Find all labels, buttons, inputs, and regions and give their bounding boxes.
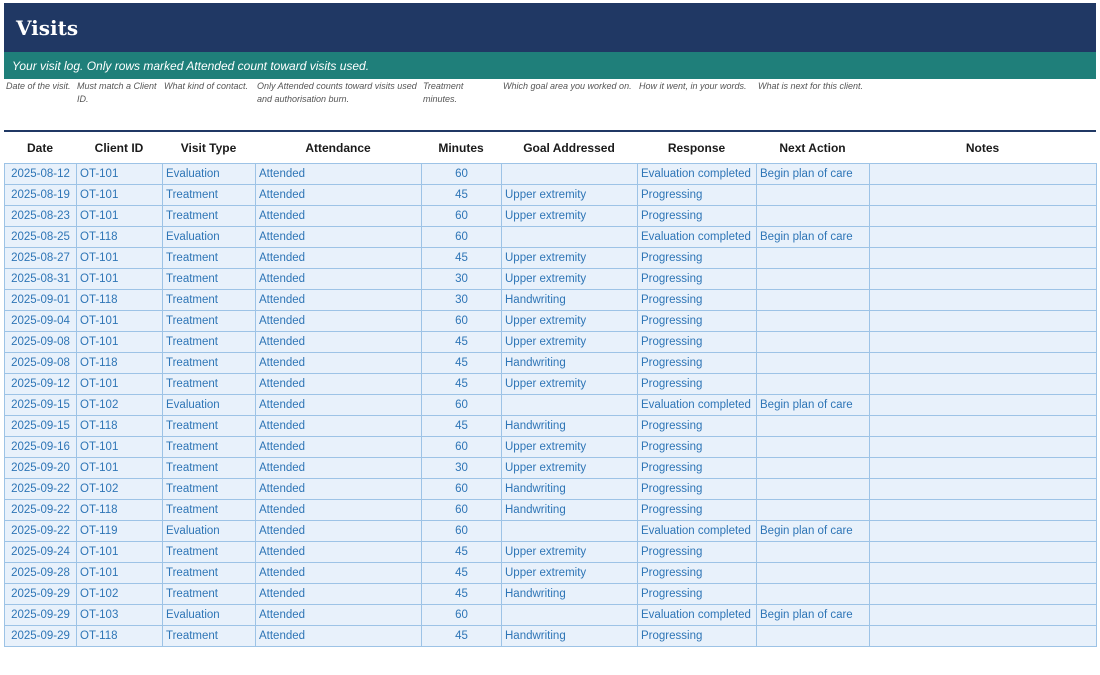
goal-cell[interactable]: Upper extremity xyxy=(502,332,638,353)
client-id-cell[interactable]: OT-101 xyxy=(77,458,163,479)
client-id-cell[interactable]: OT-101 xyxy=(77,248,163,269)
response-cell[interactable]: Progressing xyxy=(638,374,757,395)
minutes-cell[interactable]: 30 xyxy=(422,458,502,479)
notes-cell[interactable] xyxy=(870,248,1097,269)
response-cell[interactable]: Evaluation completed xyxy=(638,605,757,626)
notes-cell[interactable] xyxy=(870,332,1097,353)
response-cell[interactable]: Progressing xyxy=(638,584,757,605)
date-cell[interactable]: 2025-08-27 xyxy=(5,248,77,269)
minutes-cell[interactable]: 60 xyxy=(422,437,502,458)
visit-type-cell[interactable]: Treatment xyxy=(163,584,256,605)
client-id-cell[interactable]: OT-101 xyxy=(77,332,163,353)
table-row xyxy=(5,269,1097,290)
response-cell[interactable]: Progressing xyxy=(638,311,757,332)
attendance-cell[interactable]: Attended xyxy=(256,248,422,269)
goal-cell[interactable]: Upper extremity xyxy=(502,185,638,206)
table-row xyxy=(5,332,1097,353)
client-id-cell[interactable]: OT-118 xyxy=(77,290,163,311)
visit-type-cell[interactable]: Treatment xyxy=(163,248,256,269)
minutes-cell[interactable]: 45 xyxy=(422,374,502,395)
response-cell[interactable]: Progressing xyxy=(638,185,757,206)
minutes-cell[interactable]: 60 xyxy=(422,521,502,542)
notes-cell[interactable] xyxy=(870,563,1097,584)
table-row xyxy=(5,185,1097,206)
attendance-cell[interactable]: Attended xyxy=(256,227,422,248)
notes-cell[interactable] xyxy=(870,185,1097,206)
goal-cell[interactable]: Handwriting xyxy=(502,479,638,500)
table-row xyxy=(5,206,1097,227)
notes-cell[interactable] xyxy=(870,416,1097,437)
client-id-cell[interactable]: OT-101 xyxy=(77,311,163,332)
visit-type-cell[interactable]: Treatment xyxy=(163,437,256,458)
client-id-cell[interactable]: OT-118 xyxy=(77,227,163,248)
next-action-cell[interactable] xyxy=(757,437,870,458)
date-cell[interactable]: 2025-09-20 xyxy=(5,458,77,479)
table-row xyxy=(5,584,1097,605)
response-cell[interactable]: Progressing xyxy=(638,542,757,563)
attendance-cell[interactable]: Attended xyxy=(256,353,422,374)
next-action-cell[interactable] xyxy=(757,416,870,437)
column-header-visit-type[interactable]: Visit Type xyxy=(180,141,237,155)
date-cell[interactable]: 2025-08-19 xyxy=(5,185,77,206)
column-header-row xyxy=(4,134,1096,162)
goal-cell[interactable]: Handwriting xyxy=(502,353,638,374)
column-header-notes[interactable]: Notes xyxy=(965,141,1000,155)
goal-cell[interactable]: Upper extremity xyxy=(502,458,638,479)
minutes-cell[interactable]: 60 xyxy=(422,311,502,332)
next-action-cell[interactable] xyxy=(757,458,870,479)
date-cell[interactable]: 2025-09-22 xyxy=(5,500,77,521)
notes-cell[interactable] xyxy=(870,374,1097,395)
client-id-cell[interactable]: OT-118 xyxy=(77,416,163,437)
visit-type-cell[interactable]: Treatment xyxy=(163,542,256,563)
notes-cell[interactable] xyxy=(870,269,1097,290)
visit-type-cell[interactable]: Treatment xyxy=(163,332,256,353)
column-header-response[interactable]: Response xyxy=(667,141,726,155)
next-action-cell[interactable] xyxy=(757,374,870,395)
minutes-cell[interactable]: 60 xyxy=(422,479,502,500)
goal-cell[interactable] xyxy=(502,521,638,542)
visit-type-cell[interactable]: Treatment xyxy=(163,416,256,437)
notes-cell[interactable] xyxy=(870,290,1097,311)
goal-cell[interactable]: Upper extremity xyxy=(502,248,638,269)
client-id-cell[interactable]: OT-118 xyxy=(77,353,163,374)
next-action-cell[interactable] xyxy=(757,542,870,563)
goal-cell[interactable]: Handwriting xyxy=(502,416,638,437)
client-id-cell[interactable]: OT-103 xyxy=(77,605,163,626)
client-id-cell[interactable]: OT-101 xyxy=(77,269,163,290)
goal-cell[interactable]: Upper extremity xyxy=(502,437,638,458)
notes-cell[interactable] xyxy=(870,227,1097,248)
date-cell[interactable]: 2025-09-24 xyxy=(5,542,77,563)
next-action-cell[interactable] xyxy=(757,185,870,206)
response-cell[interactable]: Progressing xyxy=(638,500,757,521)
hint-minutes: Treatment minutes. xyxy=(423,81,464,104)
client-id-cell[interactable]: OT-102 xyxy=(77,584,163,605)
client-id-cell[interactable]: OT-118 xyxy=(77,626,163,647)
date-cell[interactable]: 2025-09-01 xyxy=(5,290,77,311)
minutes-cell[interactable]: 60 xyxy=(422,500,502,521)
date-cell[interactable]: 2025-09-29 xyxy=(5,605,77,626)
minutes-cell[interactable]: 30 xyxy=(422,290,502,311)
attendance-cell[interactable]: Attended xyxy=(256,164,422,185)
next-action-cell[interactable]: Begin plan of care xyxy=(757,521,870,542)
attendance-cell[interactable]: Attended xyxy=(256,521,422,542)
table-row xyxy=(5,374,1097,395)
attendance-cell[interactable]: Attended xyxy=(256,437,422,458)
next-action-cell[interactable] xyxy=(757,353,870,374)
visit-type-cell[interactable]: Treatment xyxy=(163,311,256,332)
date-cell[interactable]: 2025-09-29 xyxy=(5,626,77,647)
table-row xyxy=(5,311,1097,332)
minutes-cell[interactable]: 45 xyxy=(422,248,502,269)
attendance-cell[interactable]: Attended xyxy=(256,542,422,563)
date-cell[interactable]: 2025-09-16 xyxy=(5,437,77,458)
next-action-cell[interactable] xyxy=(757,311,870,332)
notes-cell[interactable] xyxy=(870,479,1097,500)
table-row xyxy=(5,416,1097,437)
next-action-cell[interactable] xyxy=(757,248,870,269)
minutes-cell[interactable]: 45 xyxy=(422,185,502,206)
notes-cell[interactable] xyxy=(870,626,1097,647)
attendance-cell[interactable]: Attended xyxy=(256,584,422,605)
visit-type-cell[interactable]: Treatment xyxy=(163,563,256,584)
goal-cell[interactable] xyxy=(502,227,638,248)
visit-type-cell[interactable]: Evaluation xyxy=(163,164,256,185)
notes-cell[interactable] xyxy=(870,353,1097,374)
minutes-cell[interactable]: 45 xyxy=(422,353,502,374)
minutes-cell[interactable]: 60 xyxy=(422,227,502,248)
response-cell[interactable]: Progressing xyxy=(638,416,757,437)
response-cell[interactable]: Evaluation completed xyxy=(638,521,757,542)
table-row xyxy=(5,542,1097,563)
client-id-cell[interactable]: OT-101 xyxy=(77,563,163,584)
minutes-cell[interactable]: 45 xyxy=(422,584,502,605)
next-action-cell[interactable]: Begin plan of care xyxy=(757,164,870,185)
visit-type-cell[interactable]: Treatment xyxy=(163,269,256,290)
notes-cell[interactable] xyxy=(870,437,1097,458)
client-id-cell[interactable]: OT-101 xyxy=(77,437,163,458)
date-cell[interactable]: 2025-09-12 xyxy=(5,374,77,395)
notes-cell[interactable] xyxy=(870,605,1097,626)
hint-client-id: Must match a Client ID. xyxy=(77,81,157,104)
column-header-date[interactable]: Date xyxy=(26,141,53,155)
client-id-cell[interactable]: OT-102 xyxy=(77,395,163,416)
column-header-attendance[interactable]: Attendance xyxy=(305,141,371,155)
goal-cell[interactable]: Upper extremity xyxy=(502,563,638,584)
response-cell[interactable]: Progressing xyxy=(638,353,757,374)
hint-date: Date of the visit. xyxy=(6,81,71,91)
goal-cell[interactable]: Handwriting xyxy=(502,500,638,521)
attendance-cell[interactable]: Attended xyxy=(256,605,422,626)
next-action-cell[interactable] xyxy=(757,584,870,605)
column-header-minutes[interactable]: Minutes xyxy=(438,141,484,155)
visit-type-cell[interactable]: Treatment xyxy=(163,290,256,311)
visit-type-cell[interactable]: Treatment xyxy=(163,206,256,227)
notes-cell[interactable] xyxy=(870,542,1097,563)
goal-cell[interactable]: Upper extremity xyxy=(502,374,638,395)
table-row xyxy=(5,479,1097,500)
client-id-cell[interactable]: OT-101 xyxy=(77,185,163,206)
visit-type-cell[interactable]: Evaluation xyxy=(163,605,256,626)
sheet-title: Visits xyxy=(4,3,1096,52)
attendance-cell[interactable]: Attended xyxy=(256,395,422,416)
notes-cell[interactable] xyxy=(870,395,1097,416)
minutes-cell[interactable]: 45 xyxy=(422,542,502,563)
attendance-cell[interactable]: Attended xyxy=(256,374,422,395)
table-row xyxy=(5,395,1097,416)
date-cell[interactable]: 2025-09-29 xyxy=(5,584,77,605)
date-cell[interactable]: 2025-09-28 xyxy=(5,563,77,584)
minutes-cell[interactable]: 45 xyxy=(422,563,502,584)
table-row xyxy=(5,290,1097,311)
response-cell[interactable]: Evaluation completed xyxy=(638,227,757,248)
table-row xyxy=(5,164,1097,185)
next-action-cell[interactable] xyxy=(757,290,870,311)
next-action-cell[interactable] xyxy=(757,500,870,521)
next-action-cell[interactable] xyxy=(757,332,870,353)
column-header-client-id[interactable]: Client ID xyxy=(94,141,144,155)
date-cell[interactable]: 2025-09-04 xyxy=(5,311,77,332)
minutes-cell[interactable]: 45 xyxy=(422,332,502,353)
attendance-cell[interactable]: Attended xyxy=(256,332,422,353)
table-row xyxy=(5,605,1097,626)
visit-type-cell[interactable]: Treatment xyxy=(163,500,256,521)
attendance-cell[interactable]: Attended xyxy=(256,479,422,500)
date-cell[interactable]: 2025-08-12 xyxy=(5,164,77,185)
client-id-cell[interactable]: OT-119 xyxy=(77,521,163,542)
hint-response: How it went, in your words. xyxy=(639,81,747,91)
minutes-cell[interactable]: 45 xyxy=(422,626,502,647)
notes-cell[interactable] xyxy=(870,521,1097,542)
goal-cell[interactable]: Upper extremity xyxy=(502,269,638,290)
visit-type-cell[interactable]: Evaluation xyxy=(163,395,256,416)
next-action-cell[interactable] xyxy=(757,479,870,500)
date-cell[interactable]: 2025-09-15 xyxy=(5,416,77,437)
date-cell[interactable]: 2025-08-23 xyxy=(5,206,77,227)
date-cell[interactable]: 2025-08-31 xyxy=(5,269,77,290)
attendance-cell[interactable]: Attended xyxy=(256,500,422,521)
attendance-cell[interactable]: Attended xyxy=(256,290,422,311)
visit-type-cell[interactable]: Treatment xyxy=(163,479,256,500)
next-action-cell[interactable] xyxy=(757,563,870,584)
date-cell[interactable]: 2025-08-25 xyxy=(5,227,77,248)
minutes-cell[interactable]: 60 xyxy=(422,395,502,416)
minutes-cell[interactable]: 45 xyxy=(422,416,502,437)
attendance-cell[interactable]: Attended xyxy=(256,206,422,227)
minutes-cell[interactable]: 60 xyxy=(422,605,502,626)
visit-type-cell[interactable]: Treatment xyxy=(163,185,256,206)
response-cell[interactable]: Progressing xyxy=(638,479,757,500)
minutes-cell[interactable]: 60 xyxy=(422,206,502,227)
table-row xyxy=(5,458,1097,479)
notes-cell[interactable] xyxy=(870,458,1097,479)
visit-type-cell[interactable]: Evaluation xyxy=(163,227,256,248)
hint-goal: Which goal area you worked on. xyxy=(503,81,632,91)
goal-cell[interactable] xyxy=(502,395,638,416)
visits-table xyxy=(4,163,1097,647)
hint-visit-type: What kind of contact. xyxy=(164,81,249,91)
attendance-cell[interactable]: Attended xyxy=(256,269,422,290)
header-divider xyxy=(4,130,1096,132)
visit-type-cell[interactable]: Treatment xyxy=(163,626,256,647)
visit-type-cell[interactable]: Treatment xyxy=(163,458,256,479)
next-action-cell[interactable]: Begin plan of care xyxy=(757,395,870,416)
goal-cell[interactable]: Handwriting xyxy=(502,290,638,311)
notes-cell[interactable] xyxy=(870,500,1097,521)
attendance-cell[interactable]: Attended xyxy=(256,626,422,647)
goal-cell[interactable] xyxy=(502,605,638,626)
response-cell[interactable]: Progressing xyxy=(638,626,757,647)
table-row xyxy=(5,500,1097,521)
response-cell[interactable]: Progressing xyxy=(638,206,757,227)
attendance-cell[interactable]: Attended xyxy=(256,563,422,584)
goal-cell[interactable] xyxy=(502,164,638,185)
minutes-cell[interactable]: 30 xyxy=(422,269,502,290)
notes-cell[interactable] xyxy=(870,164,1097,185)
attendance-cell[interactable]: Attended xyxy=(256,185,422,206)
date-cell[interactable]: 2025-09-08 xyxy=(5,353,77,374)
goal-cell[interactable]: Upper extremity xyxy=(502,311,638,332)
response-cell[interactable]: Progressing xyxy=(638,332,757,353)
date-cell[interactable]: 2025-09-15 xyxy=(5,395,77,416)
table-row xyxy=(5,521,1097,542)
goal-cell[interactable]: Upper extremity xyxy=(502,206,638,227)
minutes-cell[interactable]: 60 xyxy=(422,164,502,185)
visit-type-cell[interactable]: Treatment xyxy=(163,353,256,374)
client-id-cell[interactable]: OT-101 xyxy=(77,374,163,395)
notes-cell[interactable] xyxy=(870,206,1097,227)
visit-type-cell[interactable]: Treatment xyxy=(163,374,256,395)
goal-cell[interactable]: Handwriting xyxy=(502,626,638,647)
goal-cell[interactable]: Upper extremity xyxy=(502,542,638,563)
sheet-subtitle: Your visit log. Only rows marked Attended count toward visits used. xyxy=(4,52,1096,79)
next-action-cell[interactable] xyxy=(757,206,870,227)
date-cell[interactable]: 2025-09-22 xyxy=(5,479,77,500)
next-action-cell[interactable] xyxy=(757,626,870,647)
table-row xyxy=(5,248,1097,269)
response-cell[interactable]: Progressing xyxy=(638,290,757,311)
response-cell[interactable]: Progressing xyxy=(638,248,757,269)
client-id-cell[interactable]: OT-118 xyxy=(77,500,163,521)
visits-table-body xyxy=(5,164,1097,647)
next-action-cell[interactable]: Begin plan of care xyxy=(757,227,870,248)
date-cell[interactable]: 2025-09-08 xyxy=(5,332,77,353)
hint-attendance: Only Attended counts toward visits used and authorisation burn. xyxy=(257,81,417,104)
notes-cell[interactable] xyxy=(870,584,1097,605)
column-header-next-action[interactable]: Next Action xyxy=(779,141,846,155)
client-id-cell[interactable]: OT-101 xyxy=(77,206,163,227)
next-action-cell[interactable] xyxy=(757,269,870,290)
response-cell[interactable]: Progressing xyxy=(638,563,757,584)
response-cell[interactable]: Progressing xyxy=(638,437,757,458)
visit-type-cell[interactable]: Evaluation xyxy=(163,521,256,542)
column-header-goal[interactable]: Goal Addressed xyxy=(523,141,615,155)
client-id-cell[interactable]: OT-101 xyxy=(77,164,163,185)
response-cell[interactable]: Evaluation completed xyxy=(638,164,757,185)
attendance-cell[interactable]: Attended xyxy=(256,458,422,479)
table-row xyxy=(5,227,1097,248)
table-row xyxy=(5,626,1097,647)
response-cell[interactable]: Progressing xyxy=(638,458,757,479)
client-id-cell[interactable]: OT-102 xyxy=(77,479,163,500)
table-row xyxy=(5,563,1097,584)
notes-cell[interactable] xyxy=(870,311,1097,332)
attendance-cell[interactable]: Attended xyxy=(256,416,422,437)
response-cell[interactable]: Progressing xyxy=(638,269,757,290)
date-cell[interactable]: 2025-09-22 xyxy=(5,521,77,542)
next-action-cell[interactable]: Begin plan of care xyxy=(757,605,870,626)
client-id-cell[interactable]: OT-101 xyxy=(77,542,163,563)
table-row xyxy=(5,353,1097,374)
table-row xyxy=(5,437,1097,458)
response-cell[interactable]: Evaluation completed xyxy=(638,395,757,416)
attendance-cell[interactable]: Attended xyxy=(256,311,422,332)
hint-next-action: What is next for this client. xyxy=(758,81,864,91)
goal-cell[interactable]: Handwriting xyxy=(502,584,638,605)
column-hints-row xyxy=(4,80,1096,124)
